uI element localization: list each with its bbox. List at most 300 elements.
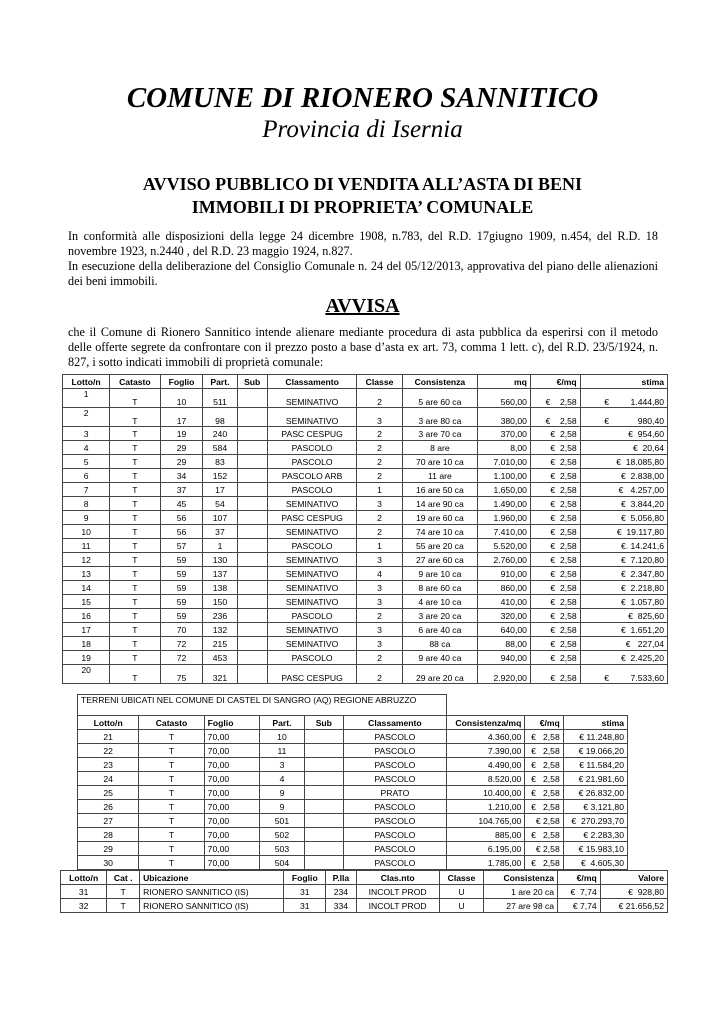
table-cell: T	[110, 441, 160, 455]
table-cell: € 2,58	[530, 441, 580, 455]
table-cell: 59	[160, 609, 203, 623]
table-cell: 137	[203, 567, 237, 581]
table-cell: € 825,60	[580, 609, 667, 623]
table-cell: 6 are 40 ca	[402, 623, 477, 637]
table-cell	[304, 758, 343, 772]
table-row	[63, 483, 668, 497]
column-header: Lotto/n	[63, 375, 110, 389]
table-row	[78, 758, 628, 772]
table-cell: € 2,58	[530, 595, 580, 609]
column-header: Valore	[600, 871, 667, 885]
column-header: Classe	[357, 375, 402, 389]
column-header: Cat .	[107, 871, 140, 885]
table-cell: T	[139, 772, 204, 786]
column-header: Part.	[260, 716, 304, 730]
table-cell: 2	[357, 469, 402, 483]
table-cell: 31	[284, 899, 326, 913]
column-header: Consistenza/mq	[446, 716, 525, 730]
table-cell: €. 14.241,6	[580, 539, 667, 553]
table-cell: PRATO	[344, 786, 447, 800]
table-cell: 885,00	[446, 828, 525, 842]
table-cell: 4.360,00	[446, 730, 525, 744]
table-cell	[237, 455, 267, 469]
table-cell: 132	[203, 623, 237, 637]
table-cell	[237, 483, 267, 497]
table-cell: T	[110, 497, 160, 511]
table-cell: € 2,58	[530, 497, 580, 511]
column-header: P.lla	[326, 871, 356, 885]
table-cell: T	[139, 800, 204, 814]
table-cell: 4 are 10 ca	[402, 595, 477, 609]
table-cell: € 1.444,80	[580, 389, 667, 408]
column-header: Consistenza	[402, 375, 477, 389]
table-cell: SEMINATIVO	[267, 623, 356, 637]
table-cell	[237, 665, 267, 684]
table-cell: € 2,58	[530, 408, 580, 427]
table-cell: € 21.656,52	[600, 899, 667, 913]
intro-paragraph-2: In esecuzione della deliberazione del Consiglio Comunale n. 24 del 05/12/2013, approvativa del piano delle alienazioni dei beni immobili.	[68, 259, 658, 288]
table-cell: € 270.293,70	[563, 814, 627, 828]
table-cell: € 20,64	[580, 441, 667, 455]
table-cell: 7.390,00	[446, 744, 525, 758]
table-cell: 2	[357, 427, 402, 441]
table-row	[63, 441, 668, 455]
table-cell: 7	[63, 483, 110, 497]
table-cell: PASCOLO	[267, 539, 356, 553]
table-cell: 410,00	[478, 595, 531, 609]
header-row	[78, 716, 628, 730]
table-cell	[304, 772, 343, 786]
table-cell: 240	[203, 427, 237, 441]
table-cell: 3	[357, 595, 402, 609]
table-cell: 3	[357, 623, 402, 637]
table-cell: € 2,58	[530, 539, 580, 553]
table-cell: 19	[63, 651, 110, 665]
table-cell: 70,00	[204, 814, 260, 828]
table-cell: 59	[160, 553, 203, 567]
table-cell: T	[110, 567, 160, 581]
table-cell: € 2,58	[525, 772, 563, 786]
table-cell: RIONERO SANNITICO (IS)	[140, 885, 284, 899]
table-cell: PASCOLO	[267, 441, 356, 455]
table-cell: 2.920,00	[478, 665, 531, 684]
column-header: €/mq	[525, 716, 563, 730]
table-cell: 34	[160, 469, 203, 483]
table-cell: € 4.257,00	[580, 483, 667, 497]
header-row	[63, 375, 668, 389]
table-cell: 2	[357, 665, 402, 684]
table-cell: 17	[160, 408, 203, 427]
table-cell: 560,00	[478, 389, 531, 408]
table-row	[63, 389, 668, 408]
column-header: stima	[580, 375, 667, 389]
table-cell: U	[439, 885, 483, 899]
table-cell	[237, 581, 267, 595]
table-cell: 70	[160, 623, 203, 637]
table-cell: 150	[203, 595, 237, 609]
table-cell	[237, 427, 267, 441]
table-row	[61, 899, 668, 913]
table-cell: 1	[63, 389, 110, 408]
table-cell: 1	[357, 539, 402, 553]
table-cell: 37	[160, 483, 203, 497]
table-cell: 1.210,00	[446, 800, 525, 814]
table-cell: € 3.844,20	[580, 497, 667, 511]
column-header: Part.	[203, 375, 237, 389]
table-cell: € 1.651,20	[580, 623, 667, 637]
table-cell: 8 are 60 ca	[402, 581, 477, 595]
table-cell: 104.765,00	[446, 814, 525, 828]
table-cell: 31	[61, 885, 107, 899]
table-cell: 334	[326, 899, 356, 913]
table-cell: € 2,58	[525, 758, 563, 772]
table-cell: T	[107, 899, 140, 913]
table-cell: 72	[160, 651, 203, 665]
column-header: Lotto/n	[78, 716, 139, 730]
table-cell: T	[110, 539, 160, 553]
table-cell: 10	[160, 389, 203, 408]
table-cell: T	[139, 744, 204, 758]
table-cell: € 2.838,00	[580, 469, 667, 483]
table-cell: 70,00	[204, 800, 260, 814]
table-cell: T	[110, 651, 160, 665]
table-cell: SEMINATIVO	[267, 581, 356, 595]
table-cell: PASCOLO	[344, 772, 447, 786]
table-cell: € 2.347,80	[580, 567, 667, 581]
table-cell: INCOLT PROD	[356, 885, 439, 899]
table-cell: 70,00	[204, 786, 260, 800]
table-cell: 9	[260, 786, 304, 800]
table-cell: PASCOLO	[267, 455, 356, 469]
table-cell	[237, 408, 267, 427]
table-cell: PASCOLO ARB	[267, 469, 356, 483]
table-row	[78, 786, 628, 800]
table-cell: 72	[160, 637, 203, 651]
municipality-title: COMUNE DI RIONERO SANNITICO	[126, 82, 599, 114]
table-cell	[237, 595, 267, 609]
table-cell: PASCOLO	[267, 651, 356, 665]
table-cell: 19 are 60 ca	[402, 511, 477, 525]
table-cell: 3 are 20 ca	[402, 609, 477, 623]
table-cell: € 4.605,30	[563, 856, 627, 870]
table-cell: PASCOLO	[344, 744, 447, 758]
table-cell: T	[139, 842, 204, 856]
table-cell: 27	[78, 814, 139, 828]
table-cell: 107	[203, 511, 237, 525]
table-cell: € 11.584,20	[563, 758, 627, 772]
table-row	[63, 455, 668, 469]
table-cell: 88 ca	[402, 637, 477, 651]
table-cell: € 18.085,80	[580, 455, 667, 469]
table-row	[63, 651, 668, 665]
table-cell: 25	[78, 786, 139, 800]
table-cell: 3	[357, 637, 402, 651]
table-cell: 88,00	[478, 637, 531, 651]
table-cell: 37	[203, 525, 237, 539]
table-cell: 10.400,00	[446, 786, 525, 800]
table-cell: 3 are 80 ca	[402, 408, 477, 427]
table-cell: 3	[260, 758, 304, 772]
table-cell	[304, 744, 343, 758]
table-cell: 17	[63, 623, 110, 637]
table-cell: 2	[357, 525, 402, 539]
table-cell: € 5.056,80	[580, 511, 667, 525]
table-cell: 98	[203, 408, 237, 427]
table-cell: € 2,58	[530, 427, 580, 441]
table-cell: T	[139, 758, 204, 772]
table-cell: € 19.066,20	[563, 744, 627, 758]
table-cell: 13	[63, 567, 110, 581]
table-cell: € 2,58	[530, 511, 580, 525]
table-cell: T	[110, 637, 160, 651]
table-cell	[304, 814, 343, 828]
table-cell: 74 are 10 ca	[402, 525, 477, 539]
table-cell: 27 are 98 ca	[484, 899, 558, 913]
column-header: Classe	[439, 871, 483, 885]
table-row	[63, 595, 668, 609]
table-cell: € 954,60	[580, 427, 667, 441]
table-cell: 1 are 20 ca	[484, 885, 558, 899]
table-cell: 3 are 70 ca	[402, 427, 477, 441]
properties-table-castel-di-sangro	[77, 694, 628, 870]
table-cell: 14	[63, 581, 110, 595]
table-cell: 15	[63, 595, 110, 609]
table-cell: 138	[203, 581, 237, 595]
table-cell: € 26.832,00	[563, 786, 627, 800]
table-cell: T	[110, 553, 160, 567]
table-cell	[237, 567, 267, 581]
table-row	[63, 623, 668, 637]
table-cell: € 19.117,80	[580, 525, 667, 539]
table-cell: 5.520,00	[478, 539, 531, 553]
table-cell	[304, 786, 343, 800]
table-cell	[304, 800, 343, 814]
table-row	[61, 885, 668, 899]
table-cell: SEMINATIVO	[267, 408, 356, 427]
table-cell: 21	[78, 730, 139, 744]
table-row	[78, 814, 628, 828]
table-cell: 1.650,00	[478, 483, 531, 497]
table-cell: 29 are 20 ca	[402, 665, 477, 684]
column-header: Classamento	[267, 375, 356, 389]
table-cell: 2.760,00	[478, 553, 531, 567]
table-cell: 584	[203, 441, 237, 455]
table-cell: 152	[203, 469, 237, 483]
table-cell: 4.490,00	[446, 758, 525, 772]
table-cell: SEMINATIVO	[267, 553, 356, 567]
table-cell: 3	[357, 553, 402, 567]
table-cell: € 2,58	[530, 665, 580, 684]
table-cell: PASC CESPUG	[267, 427, 356, 441]
table-cell: 1.490,00	[478, 497, 531, 511]
table-cell: T	[139, 828, 204, 842]
table-cell: 27 are 60 ca	[402, 553, 477, 567]
table-cell: 503	[260, 842, 304, 856]
table-cell: 29	[78, 842, 139, 856]
column-header: Catasto	[110, 375, 160, 389]
table-row	[63, 539, 668, 553]
table-cell: 640,00	[478, 623, 531, 637]
table-cell: € 2,58	[525, 800, 563, 814]
table-cell: 70,00	[204, 842, 260, 856]
column-header: Classamento	[344, 716, 447, 730]
table-cell: 26	[78, 800, 139, 814]
table-cell: 7.410,00	[478, 525, 531, 539]
table-caption: TERRENI UBICATI NEL COMUNE DI CASTEL DI SANGRO (AQ) REGIONE ABRUZZO	[78, 695, 447, 716]
table-cell	[237, 389, 267, 408]
table-cell: 3	[357, 408, 402, 427]
table-cell: € 980,40	[580, 408, 667, 427]
table-cell	[304, 856, 343, 870]
table-row	[78, 842, 628, 856]
table-cell: 370,00	[478, 427, 531, 441]
table-cell: € 2,58	[530, 609, 580, 623]
table-cell: T	[110, 389, 160, 408]
table-cell: T	[110, 665, 160, 684]
table-cell: € 2,58	[530, 581, 580, 595]
table-cell: T	[139, 814, 204, 828]
table-row	[63, 525, 668, 539]
table-cell: 59	[160, 595, 203, 609]
table-cell	[237, 623, 267, 637]
table-cell: 453	[203, 651, 237, 665]
table-cell: 83	[203, 455, 237, 469]
column-header: mq	[478, 375, 531, 389]
table-cell: 910,00	[478, 567, 531, 581]
table-cell: 5	[63, 455, 110, 469]
table-cell: 75	[160, 665, 203, 684]
table-cell: 70 are 10 ca	[402, 455, 477, 469]
table-cell: € 2,58	[530, 455, 580, 469]
table-cell: € 2,58	[525, 856, 563, 870]
table-cell: 10	[260, 730, 304, 744]
table-cell: 4	[63, 441, 110, 455]
table-cell	[304, 842, 343, 856]
table-cell: € 2,58	[530, 567, 580, 581]
table-cell: 2	[357, 441, 402, 455]
table-cell: 14 are 90 ca	[402, 497, 477, 511]
table-cell: T	[110, 609, 160, 623]
table-cell: T	[110, 455, 160, 469]
table-cell: € 7,74	[558, 899, 601, 913]
column-header: Catasto	[139, 716, 204, 730]
table-cell: T	[110, 525, 160, 539]
table-cell: € 2.425,20	[580, 651, 667, 665]
table-cell: 9 are 40 ca	[402, 651, 477, 665]
table-cell: 11 are	[402, 469, 477, 483]
table-cell: € 2,58	[530, 483, 580, 497]
table-cell: 70,00	[204, 730, 260, 744]
table-cell: 24	[78, 772, 139, 786]
table-cell: 511	[203, 389, 237, 408]
table-cell	[237, 651, 267, 665]
table-cell: 2	[357, 651, 402, 665]
table-row	[78, 772, 628, 786]
table-cell: PASCOLO	[344, 828, 447, 842]
column-header: €/mq	[558, 871, 601, 885]
table-cell: 320,00	[478, 609, 531, 623]
table-row	[78, 800, 628, 814]
column-header: Foglio	[160, 375, 203, 389]
table-cell: € 227,04	[580, 637, 667, 651]
table-row	[63, 637, 668, 651]
properties-table-rionero	[62, 374, 668, 684]
notice-heading-line2: IMMOBILI DI PROPRIETA’ COMUNALE	[191, 197, 534, 217]
table-cell: 1	[357, 483, 402, 497]
table-cell: 70,00	[204, 758, 260, 772]
table-row	[63, 497, 668, 511]
table-cell: € 1.057,80	[580, 595, 667, 609]
table-cell: 19	[160, 427, 203, 441]
table-cell: € 2,58	[525, 828, 563, 842]
column-header: Sub	[304, 716, 343, 730]
table-cell: SEMINATIVO	[267, 497, 356, 511]
table-cell: PASC CESPUG	[267, 665, 356, 684]
table-cell: 2	[357, 511, 402, 525]
table-cell: € 2,58	[530, 389, 580, 408]
table-cell: PASCOLO	[267, 609, 356, 623]
column-header: Sub	[237, 375, 267, 389]
table-cell: 9	[63, 511, 110, 525]
table-row	[78, 828, 628, 842]
table-row	[78, 744, 628, 758]
table-cell: 504	[260, 856, 304, 870]
table-cell: PASCOLO	[344, 856, 447, 870]
table-cell: 860,00	[478, 581, 531, 595]
table-cell: 10	[63, 525, 110, 539]
table-cell: € 2,58	[530, 469, 580, 483]
table-cell: € 2,58	[525, 786, 563, 800]
table-cell: € 7.120,80	[580, 553, 667, 567]
table-cell: 2	[357, 389, 402, 408]
table-cell: 18	[63, 637, 110, 651]
table-cell: € 15.983,10	[563, 842, 627, 856]
table-cell: T	[110, 581, 160, 595]
table-cell: 380,00	[478, 408, 531, 427]
table-cell: 5 are 60 ca	[402, 389, 477, 408]
table-cell: € 2,58	[530, 553, 580, 567]
header-row	[61, 871, 668, 885]
table-cell: 3	[63, 427, 110, 441]
table-cell: 130	[203, 553, 237, 567]
table-row	[63, 665, 668, 684]
table-cell: 29	[160, 441, 203, 455]
body-paragraph: che il Comune di Rionero Sannitico intende alienare mediante procedura di asta pubblica da esperirsi con il metodo delle offerte segrete da confrontare con il prezzo posto a base d’asta ex art. 73, comma 1 lett. c), del R.D. 23/5/1924, n. 827, i sotto indicati immobili di proprietà comunale:	[68, 325, 658, 369]
column-header: Foglio	[284, 871, 326, 885]
table-row	[63, 553, 668, 567]
table-cell: 54	[203, 497, 237, 511]
column-header: Lotto/n	[61, 871, 107, 885]
table-cell: T	[110, 427, 160, 441]
province-subtitle: Provincia di Isernia	[262, 116, 463, 143]
table-cell	[237, 441, 267, 455]
table-cell: SEMINATIVO	[267, 567, 356, 581]
table-row	[63, 609, 668, 623]
table-cell: 8.520,00	[446, 772, 525, 786]
table-cell: 56	[160, 525, 203, 539]
notice-heading	[0, 173, 725, 219]
table-cell: 32	[61, 899, 107, 913]
intro-text	[68, 229, 658, 289]
table-cell: SEMINATIVO	[267, 595, 356, 609]
table-cell: 501	[260, 814, 304, 828]
column-header: Clas.nto	[356, 871, 439, 885]
table-cell: 22	[78, 744, 139, 758]
table-cell: 28	[78, 828, 139, 842]
table-cell: 3	[357, 497, 402, 511]
table-cell: € 2,58	[530, 637, 580, 651]
table-cell: T	[139, 730, 204, 744]
